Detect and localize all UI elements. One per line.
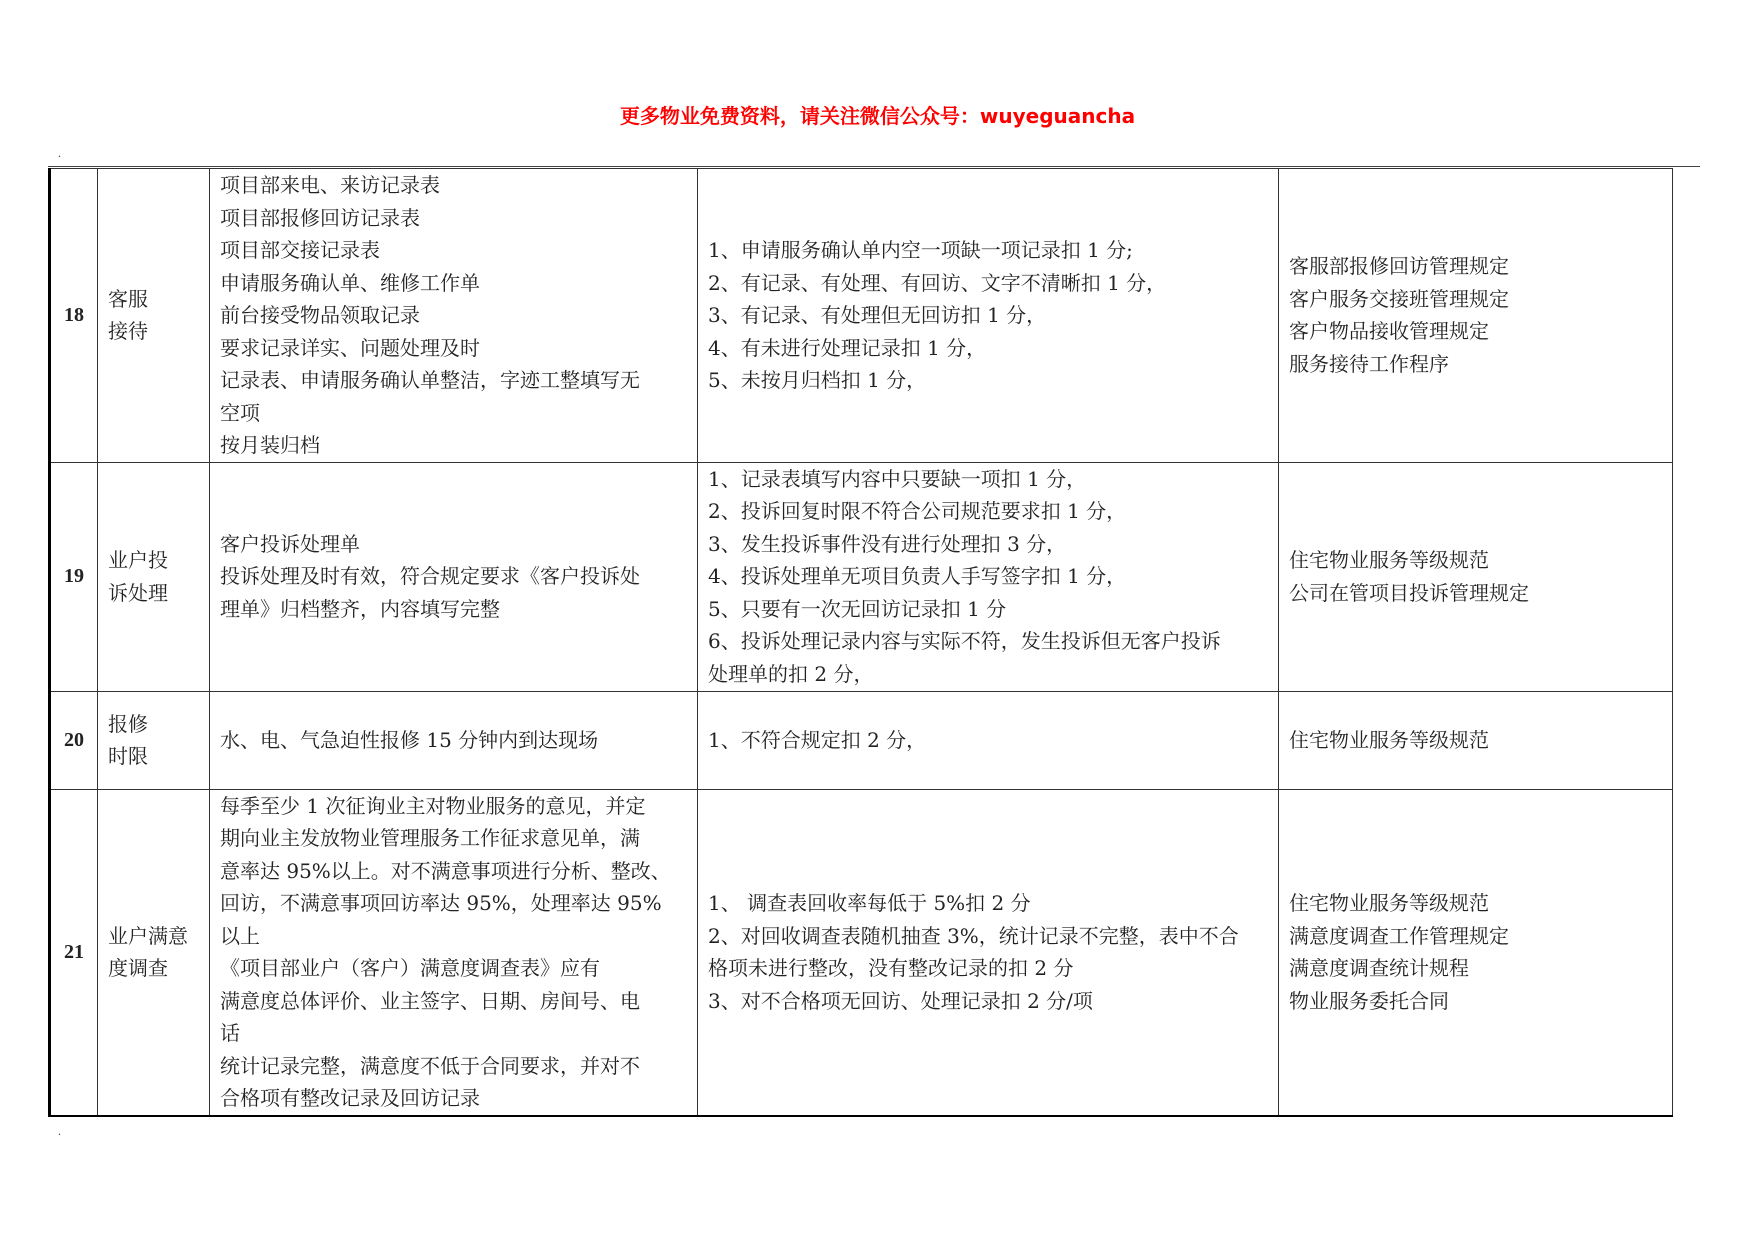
page-header-notice: 更多物业免费资料，请关注微信公众号：wuyeguancha	[619, 104, 1136, 128]
deduction-cell	[698, 789, 1279, 1116]
standard-line: 统计记录完整，满意度不低于合同要求，并对不	[220, 1053, 640, 1078]
deduction-line: 2、投诉回复时限不符合公司规范要求扣 1 分，	[708, 499, 1127, 524]
deduction-line: 格项未进行整改，没有整改记录的扣 2 分	[708, 956, 1074, 981]
deduction-line: 4、投诉处理单无项目负责人手写签字扣 1 分，	[708, 564, 1127, 589]
standard-line: 项目部来电、来访记录表	[220, 173, 440, 197]
basis-cell	[1279, 691, 1673, 789]
standard-line: 《项目部业户（客户）满意度调查表》应有	[220, 956, 600, 981]
basis-line: 住宅物业服务等级规范	[1289, 891, 1489, 916]
row-number-text: 19	[64, 565, 84, 588]
deduction-line: 3、有记录、有处理但无回访扣 1 分，	[708, 303, 1047, 327]
item-name-line: 报修	[108, 711, 148, 736]
row-number-text: 20	[64, 728, 84, 751]
item-name	[98, 169, 210, 463]
deduction-line: 1、 调查表回收率每低于 5%扣 2 分	[708, 891, 1031, 916]
deduction-cell	[698, 169, 1279, 463]
deduction-line: 1、记录表填写内容中只要缺一项扣 1 分，	[708, 466, 1087, 491]
deduction-line: 3、发生投诉事件没有进行处理扣 3 分，	[708, 531, 1067, 556]
item-name-line: 接待	[108, 319, 148, 344]
standard-line: 按月装归档	[220, 433, 320, 457]
standard-line: 满意度总体评价、业主签字、日期、房间号、电	[220, 988, 640, 1013]
standard-line: 空项	[220, 400, 260, 425]
standard-line: 合格项有整改记录及回访记录	[220, 1086, 480, 1111]
item-name-line: 业户满意	[108, 923, 188, 948]
standard-cell	[210, 789, 698, 1116]
basis-line: 服务接待工作程序	[1289, 351, 1449, 376]
item-name-line: 时限	[108, 744, 148, 768]
item-name-line: 业户投	[108, 548, 168, 572]
basis-line: 住宅物业服务等级规范	[1289, 727, 1489, 752]
item-name	[98, 462, 210, 691]
basis-line: 客户物品接收管理规定	[1289, 319, 1489, 344]
standard-cell	[210, 462, 698, 691]
bottom-dot-mark: .	[58, 1124, 61, 1138]
assessment-table	[48, 168, 1673, 1117]
standard-line: 申请服务确认单、维修工作单	[220, 270, 480, 295]
deduction-cell	[698, 462, 1279, 691]
table-row	[50, 691, 1673, 789]
top-rule-line	[48, 166, 1700, 167]
deduction-line: 5、未按月归档扣 1 分，	[708, 368, 927, 392]
basis-line: 公司在管项目投诉管理规定	[1289, 580, 1529, 605]
deduction-line: 1、申请服务确认单内空一项缺一项记录扣 1 分;	[708, 238, 1133, 262]
standard-line: 项目部交接记录表	[220, 238, 380, 262]
basis-line: 客户服务交接班管理规定	[1289, 286, 1509, 311]
deduction-line: 6、投诉处理记录内容与实际不符，发生投诉但无客户投诉	[708, 629, 1221, 654]
item-name	[98, 789, 210, 1116]
standard-line: 回访，不满意事项回访率达 95%，处理率达 95%	[220, 891, 662, 916]
deduction-line: 处理单的扣 2 分，	[708, 661, 874, 686]
top-dot-mark: .	[58, 146, 61, 160]
basis-line: 住宅物业服务等级规范	[1289, 548, 1489, 572]
basis-cell	[1279, 462, 1673, 691]
deduction-line: 3、对不合格项无回访、处理记录扣 2 分/项	[708, 988, 1093, 1013]
standard-line: 记录表、申请服务确认单整洁，字迹工整填写无	[220, 368, 640, 392]
table-row	[50, 789, 1673, 1116]
standard-line: 要求记录详实、问题处理及时	[220, 335, 480, 360]
standard-line: 以上	[220, 923, 260, 948]
item-name	[98, 691, 210, 789]
row-number	[50, 789, 98, 1116]
standard-line: 期向业主发放物业管理服务工作征求意见单，满	[220, 826, 640, 851]
deduction-line: 4、有未进行处理记录扣 1 分，	[708, 335, 987, 360]
item-name-line: 度调查	[108, 956, 168, 981]
standard-line: 每季至少 1 次征询业主对物业服务的意见，并定	[220, 793, 646, 818]
deduction-cell	[698, 691, 1279, 789]
standard-line: 水、电、气急迫性报修 15 分钟内到达现场	[220, 727, 599, 752]
table-row	[50, 169, 1673, 463]
basis-line: 满意度调查工作管理规定	[1289, 923, 1509, 948]
basis-line: 客服部报修回访管理规定	[1289, 254, 1509, 279]
basis-line: 满意度调查统计规程	[1289, 956, 1469, 981]
standard-line: 项目部报修回访记录表	[220, 205, 420, 230]
standard-cell	[210, 691, 698, 789]
standard-line: 客户投诉处理单	[220, 531, 360, 556]
item-name-line: 客服	[108, 286, 148, 311]
standard-line: 话	[220, 1021, 240, 1046]
deduction-line: 2、有记录、有处理、有回访、文字不清晰扣 1 分，	[708, 270, 1167, 295]
row-number	[50, 691, 98, 789]
deduction-line: 2、对回收调查表随机抽查 3%，统计记录不完整，表中不合	[708, 923, 1239, 948]
standard-cell	[210, 169, 698, 463]
basis-cell	[1279, 169, 1673, 463]
basis-cell	[1279, 789, 1673, 1116]
basis-line: 物业服务委托合同	[1289, 988, 1449, 1013]
row-number	[50, 169, 98, 463]
row-number	[50, 462, 98, 691]
row-number-text: 18	[64, 304, 84, 326]
standard-line: 意率达 95%以上。对不满意事项进行分析、整改、	[220, 858, 671, 883]
table-row	[50, 462, 1673, 691]
standard-line: 投诉处理及时有效，符合规定要求《客户投诉处	[220, 564, 640, 589]
standard-line: 理单》归档整齐，内容填写完整	[220, 596, 500, 621]
deduction-line: 5、只要有一次无回访记录扣 1 分	[708, 596, 1007, 621]
standard-line: 前台接受物品领取记录	[220, 303, 420, 327]
item-name-line: 诉处理	[108, 580, 168, 605]
deduction-line: 1、不符合规定扣 2 分，	[708, 727, 927, 752]
row-number-text: 21	[64, 941, 84, 963]
